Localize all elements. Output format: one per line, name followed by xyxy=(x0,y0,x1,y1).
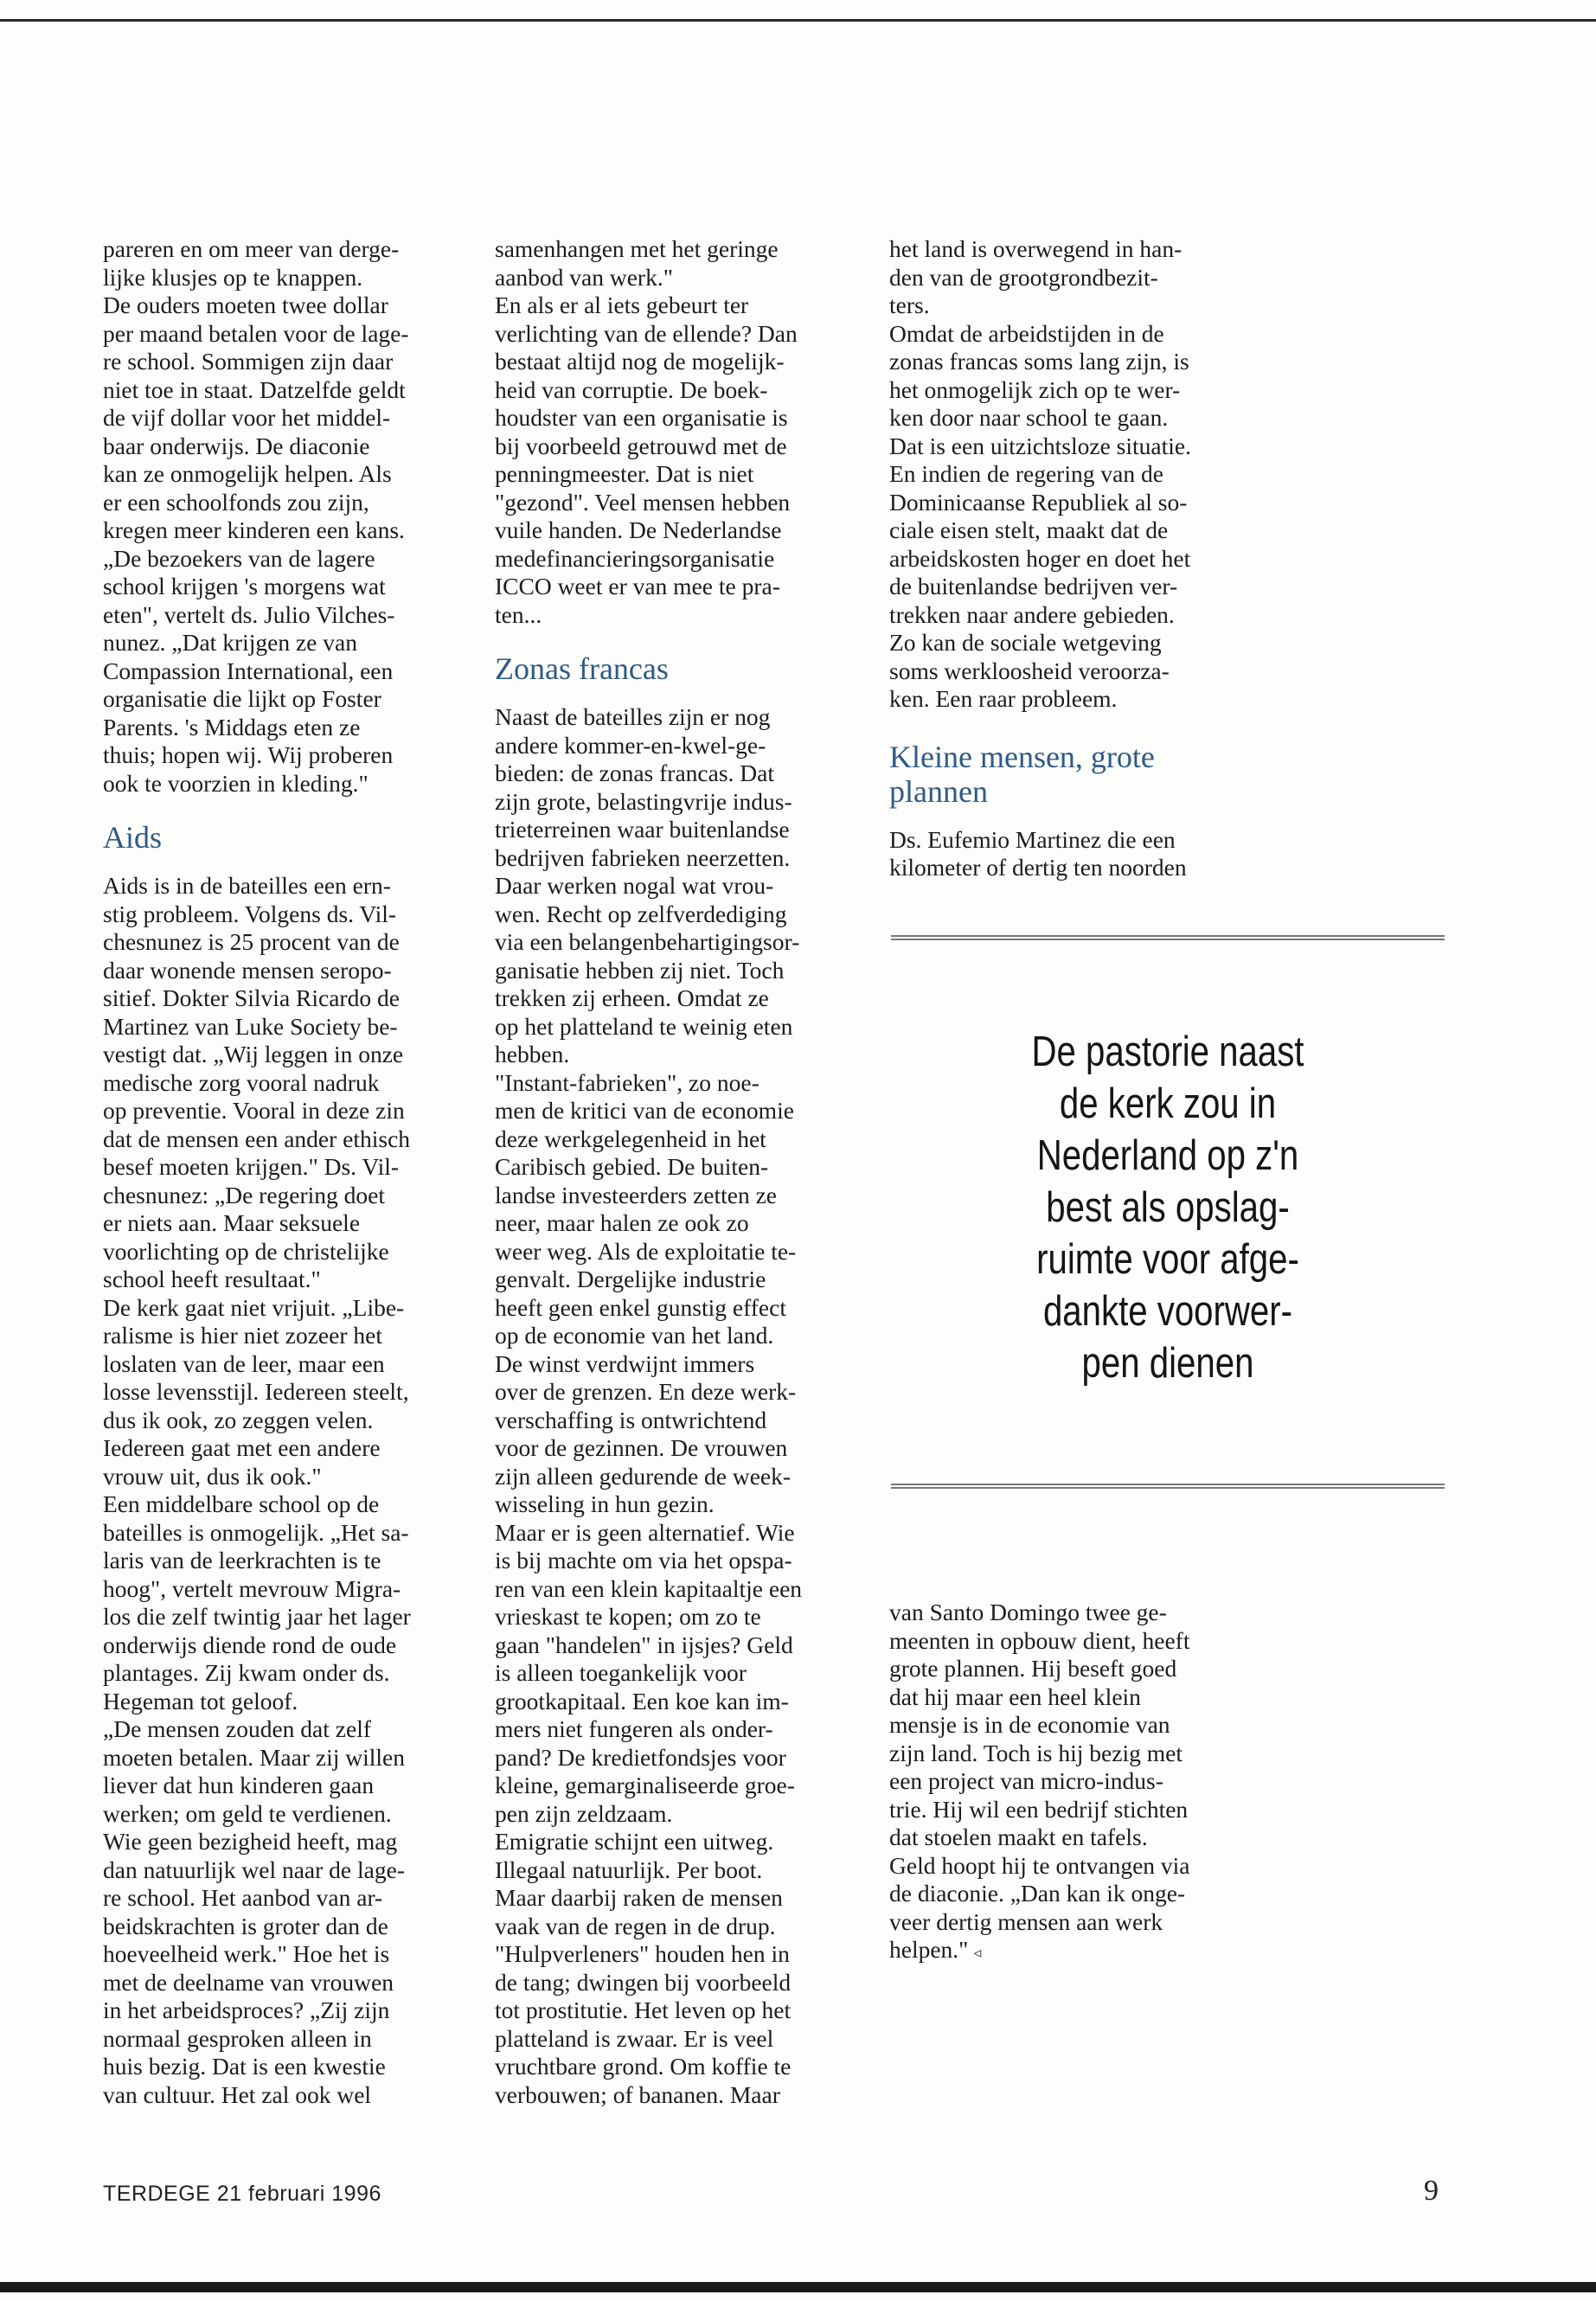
text-line: chesnunez is 25 procent van de xyxy=(103,928,400,955)
text-line: hoog", vertelt mevrouw Migra- xyxy=(103,1574,401,1602)
text-line: van cultuur. Het zal ook wel xyxy=(103,2080,372,2108)
text-line: zijn alleen gedurende de week- xyxy=(495,1462,792,1490)
text-line: helpen." xyxy=(889,1936,969,1963)
text-line: bateilles is onmogelijk. „Het sa- xyxy=(103,1518,409,1546)
text-line: wen. Recht op zelfverdediging xyxy=(495,900,787,927)
text-line: trie. Hij wil een bedrijf stichten xyxy=(889,1795,1189,1823)
subheading-kleine-mensen xyxy=(889,740,1261,809)
column-3-paragraph-3 xyxy=(889,1599,1261,1967)
text-line: de diaconie. „Dan kan ik onge- xyxy=(889,1880,1186,1907)
text-line: via een belangenbehartigingsor- xyxy=(495,928,800,955)
text-line: kleine, gemarginaliseerde groe- xyxy=(495,1772,795,1798)
text-line: vestigt dat. „Wij leggen in onze xyxy=(103,1041,404,1067)
text-line: „De mensen zouden dat zelf xyxy=(103,1715,371,1742)
text-line: Daar werken nogal wat vrou- xyxy=(495,872,774,899)
text-line: medefinancieringsorganisatie xyxy=(495,544,775,572)
text-line: meenten in opbouw dient, heeft xyxy=(889,1626,1190,1654)
text-line: pen dienen xyxy=(1081,1340,1254,1387)
text-line: hebben. xyxy=(495,1041,570,1067)
text-line: Caribisch gebied. De buiten- xyxy=(495,1153,769,1180)
text-line: Omdat de arbeidstijden in de xyxy=(889,319,1164,347)
text-line: veer dertig mensen aan werk xyxy=(889,1907,1163,1935)
text-line: andere kommer-en-kwel-ge- xyxy=(495,731,766,759)
text-line: voorlichting op de christelijke xyxy=(103,1237,389,1265)
text-line: ook te voorzien in kleding." xyxy=(103,769,369,797)
column-1-paragraph-1 xyxy=(103,235,475,798)
text-line: op het platteland te weinig eten xyxy=(495,1012,793,1040)
text-line: Illegaal natuurlijk. Per boot. xyxy=(495,1856,763,1883)
text-line: Nederland op z'n xyxy=(1036,1132,1299,1179)
text-line: Zo kan de sociale wetgeving xyxy=(889,629,1162,656)
text-line: ciale eisen stelt, maakt dat de xyxy=(889,516,1169,543)
text-line: „De bezoekers van de lagere xyxy=(103,544,375,572)
text-line: de tang; dwingen bij voorbeeld xyxy=(495,1968,792,1996)
subheading-kleine-line-1: Kleine mensen, grote xyxy=(889,739,1155,774)
subheading-zonas-francas: Zonas francas xyxy=(495,651,669,686)
text-line: bij voorbeeld getrouwd met de xyxy=(495,432,787,459)
column-2-paragraph-1 xyxy=(495,235,862,629)
text-line: een project van micro-indus- xyxy=(889,1767,1163,1794)
column-3-paragraph-2 xyxy=(889,826,1261,882)
text-line: trieterreinen waar buitenlandse xyxy=(495,816,790,843)
text-line: grote plannen. Hij beseft goed xyxy=(889,1655,1177,1682)
text-line: Iedereen gaat met een andere xyxy=(103,1434,381,1461)
text-line: Naast de bateilles zijn er nog xyxy=(495,703,771,730)
text-line: genvalt. Dergelijke industrie xyxy=(495,1266,766,1292)
text-line: heid van corruptie. De boek- xyxy=(495,375,768,403)
text-line: Ds. Eufemio Martinez die een xyxy=(889,825,1176,853)
text-line: ters. xyxy=(889,292,930,318)
text-line: neer, maar halen ze ook zo xyxy=(495,1209,749,1236)
text-line: Parents. 's Middags eten ze xyxy=(103,713,361,740)
text-line: vruchtbare grond. Om koffie te xyxy=(495,2053,792,2080)
text-line: "Instant-fabrieken", zo noe- xyxy=(495,1068,760,1096)
text-line: En indien de regering van de xyxy=(889,460,1163,487)
text-line: thuis; hopen wij. Wij proberen xyxy=(103,741,394,768)
text-line: aanbod van werk." xyxy=(495,263,673,291)
text-line: er een schoolfonds zou zijn, xyxy=(103,488,369,516)
text-line: De pastorie naast xyxy=(1031,1029,1304,1075)
end-of-article-icon: ◃ xyxy=(973,1944,982,1961)
text-line: Aids is in de bateilles een ern- xyxy=(103,872,391,899)
text-line: De ouders moeten twee dollar xyxy=(103,292,388,318)
text-line: ruimte voor afge- xyxy=(1036,1236,1299,1283)
text-line: op preventie. Vooral in deze zin xyxy=(103,1097,405,1124)
text-line: lijke klusjes op te knappen. xyxy=(103,263,363,291)
text-line: En als er al iets gebeurt ter xyxy=(495,292,749,318)
text-line: voor de gezinnen. De vrouwen xyxy=(495,1434,788,1461)
text-line: Een middelbare school op de xyxy=(103,1490,380,1517)
text-line: Maar er is geen alternatief. Wie xyxy=(495,1518,795,1546)
text-line: stig probleem. Volgens ds. Vil- xyxy=(103,900,397,927)
text-line: deze werkgelegenheid in het xyxy=(495,1125,766,1152)
text-line: zijn grote, belastingvrije indus- xyxy=(495,787,792,815)
text-line: de buitenlandse bedrijven ver- xyxy=(889,573,1178,599)
text-line: pareren en om meer van derge- xyxy=(103,235,400,262)
text-line: soms werkloosheid veroorza- xyxy=(889,657,1170,684)
text-line: ten... xyxy=(495,600,542,628)
page-number: 9 xyxy=(1424,2175,1439,2207)
text-line: "Hulpverleners" houden hen in xyxy=(495,1940,790,1967)
text-line: Dat is een uitzichtsloze situatie. xyxy=(889,432,1191,459)
text-line: over de grenzen. En deze werk- xyxy=(495,1378,797,1405)
text-line: school krijgen 's morgens wat xyxy=(103,573,386,599)
text-line: De winst verdwijnt immers xyxy=(495,1349,755,1377)
text-line: kilometer of dertig ten noorden xyxy=(889,854,1187,881)
text-line: bedrijven fabrieken neerzetten. xyxy=(495,843,791,871)
text-line: houdster van een organisatie is xyxy=(495,404,788,431)
text-line: organisatie die lijkt op Foster xyxy=(103,685,381,712)
text-line: mers niet fungeren als onder- xyxy=(495,1715,773,1742)
text-line: er niets aan. Maar seksuele xyxy=(103,1209,361,1236)
text-line: van Santo Domingo twee ge- xyxy=(889,1599,1167,1625)
text-line: werken; om geld te verdienen. xyxy=(103,1799,392,1827)
text-line: eten", vertelt ds. Julio Vilches- xyxy=(103,600,395,628)
text-line: de vijf dollar voor het middel- xyxy=(103,404,391,431)
text-line: dat de mensen een ander ethisch xyxy=(103,1125,411,1152)
text-line: verbouwen; of bananen. Maar xyxy=(495,2080,780,2108)
text-line: grootkapitaal. Een koe kan im- xyxy=(495,1687,789,1715)
text-line: Compassion International, een xyxy=(103,657,394,684)
text-line: landse investeerders zetten ze xyxy=(495,1181,778,1208)
text-line: vrouw uit, dus ik ook." xyxy=(103,1462,322,1490)
footer-publication: TERDEGE 21 februari 1996 xyxy=(103,2182,381,2206)
text-line: gaan "handelen" in ijsjes? Geld xyxy=(495,1631,793,1658)
text-line: medische zorg vooral nadruk xyxy=(103,1068,380,1096)
text-line: beidskrachten is groter dan de xyxy=(103,1912,388,1939)
text-line: is bij machte om via het opspa- xyxy=(495,1547,792,1574)
text-line: ICCO weet er van mee te pra- xyxy=(495,573,780,599)
subheading-kleine-line-2: plannen xyxy=(889,773,988,809)
text-line: liever dat hun kinderen gaan xyxy=(103,1772,375,1798)
text-line: best als opslag- xyxy=(1046,1184,1290,1231)
text-line: losse levensstijl. Iedereen steelt, xyxy=(103,1378,409,1405)
text-line: huis bezig. Dat is een kwestie xyxy=(103,2053,386,2080)
text-line: ren van een klein kapitaaltje een xyxy=(495,1574,803,1602)
column-1-paragraph-2 xyxy=(103,872,475,2109)
text-line: moeten betalen. Maar zij willen xyxy=(103,1743,405,1771)
text-line: verschaffing is ontwrichtend xyxy=(495,1406,767,1433)
text-line: het land is overwegend in han- xyxy=(889,235,1183,262)
text-line: onderwijs diende rond de oude xyxy=(103,1631,397,1658)
text-line: plantages. Zij kwam onder ds. xyxy=(103,1659,390,1686)
text-line: De kerk gaat niet vrijuit. „Libe- xyxy=(103,1293,405,1321)
text-line: Maar daarbij raken de mensen xyxy=(495,1884,783,1911)
text-line: vuile handen. De Nederlandse xyxy=(495,516,782,543)
text-line: niet toe in staat. Datzelfde geldt xyxy=(103,375,406,403)
text-line: hoeveelheid werk." Hoe het is xyxy=(103,1940,390,1967)
text-line: in het arbeidsproces? „Zij zijn xyxy=(103,1997,390,2023)
text-line: nunez. „Dat krijgen ze van xyxy=(103,629,357,656)
text-line: bestaat altijd nog de mogelijk- xyxy=(495,348,785,375)
text-line: mensje is in de economie van xyxy=(889,1711,1170,1738)
text-line: het onmogelijk zich op te wer- xyxy=(889,375,1181,403)
text-line: re school. Sommigen zijn daar xyxy=(103,348,394,375)
pull-quote xyxy=(941,1026,1395,1389)
text-line: Emigratie schijnt een uitweg. xyxy=(495,1828,774,1855)
text-line: met de deelname van vrouwen xyxy=(103,1968,394,1996)
column-2 xyxy=(495,235,862,2109)
text-line: dankte voorwer- xyxy=(1042,1288,1293,1335)
text-line: trekken naar andere gebieden. xyxy=(889,600,1175,628)
text-line: is alleen toegankelijk voor xyxy=(495,1659,747,1686)
text-line: dan natuurlijk wel naar de lage- xyxy=(103,1856,405,1883)
column-3-paragraph-1 xyxy=(889,235,1261,714)
text-line: ken door naar school te gaan. xyxy=(889,404,1169,431)
text-line: "gezond". Veel mensen hebben xyxy=(495,488,791,516)
text-line: Dominicaanse Republiek al so- xyxy=(889,488,1188,516)
text-line: Martinez van Luke Society be- xyxy=(103,1012,398,1040)
top-rule xyxy=(0,19,1596,22)
text-line: Hegeman tot geloof. xyxy=(103,1687,298,1715)
text-line: sitief. Dokter Silvia Ricardo de xyxy=(103,984,400,1011)
column-2-paragraph-2 xyxy=(495,703,862,2109)
text-line: ralisme is hier niet zozeer het xyxy=(103,1322,382,1349)
text-line: pand? De kredietfondsjes voor xyxy=(495,1743,786,1771)
text-line: dat hij maar een heel klein xyxy=(889,1682,1141,1710)
text-line: laris van de leerkrachten is te xyxy=(103,1547,381,1574)
text-line: weer weg. Als de exploitatie te- xyxy=(495,1237,797,1265)
text-line: per maand betalen voor de lage- xyxy=(103,319,409,347)
pull-quote-bottom-rule xyxy=(891,1484,1445,1489)
text-line: platteland is zwaar. Er is veel xyxy=(495,2024,774,2052)
text-line: kregen meer kinderen een kans. xyxy=(103,516,405,543)
text-line: school heeft resultaat." xyxy=(103,1266,321,1292)
text-line: re school. Het aanbod van ar- xyxy=(103,1884,383,1911)
text-line: arbeidskosten hoger en doet het xyxy=(889,544,1191,572)
text-line: normaal gesproken alleen in xyxy=(103,2024,372,2052)
text-line: men de kritici van de economie xyxy=(495,1097,794,1124)
text-line: wisseling in hun gezin. xyxy=(495,1490,715,1517)
text-line: vrieskast te kopen; om zo te xyxy=(495,1603,761,1630)
text-line: zonas francas soms lang zijn, is xyxy=(889,348,1189,375)
text-line: dus ik ook, zo zeggen velen. xyxy=(103,1406,374,1433)
text-line: Geld hoopt hij te ontvangen via xyxy=(889,1851,1190,1879)
text-line: vaak van de regen in de drup. xyxy=(495,1912,776,1939)
subheading-aids: Aids xyxy=(103,820,163,855)
text-line: ganisatie hebben zij niet. Toch xyxy=(495,956,785,984)
text-line: dat stoelen maakt en tafels. xyxy=(889,1823,1148,1850)
text-line: heeft geen enkel gunstig effect xyxy=(495,1293,786,1321)
text-line: verlichting van de ellende? Dan xyxy=(495,319,798,347)
text-line: bieden: de zonas francas. Dat xyxy=(495,760,774,786)
text-line: de kerk zou in xyxy=(1059,1080,1277,1127)
text-line: besef moeten krijgen." Ds. Vil- xyxy=(103,1153,400,1180)
text-line: Wie geen bezigheid heeft, mag xyxy=(103,1828,398,1855)
text-line: ken. Een raar probleem. xyxy=(889,685,1118,712)
text-line: baar onderwijs. De diaconie xyxy=(103,432,370,459)
column-1 xyxy=(103,235,475,2109)
pull-quote-top-rule xyxy=(891,935,1445,940)
text-line: los die zelf twintig jaar het lager xyxy=(103,1603,411,1630)
column-3 xyxy=(889,235,1261,882)
bottom-rule xyxy=(0,2282,1596,2292)
text-line: loslaten van de leer, maar een xyxy=(103,1349,385,1377)
text-line: den van de grootgrondbezit- xyxy=(889,263,1158,291)
text-line: tot prostitutie. Het leven op het xyxy=(495,1997,792,2023)
text-line: samenhangen met het geringe xyxy=(495,235,779,262)
text-line: trekken zij erheen. Omdat ze xyxy=(495,984,769,1011)
text-line: zijn land. Toch is hij bezig met xyxy=(889,1739,1183,1766)
text-line: op de economie van het land. xyxy=(495,1322,774,1349)
pull-quote-box xyxy=(891,935,1445,1489)
text-line: kan ze onmogelijk helpen. Als xyxy=(103,460,392,487)
text-line: penningmeester. Dat is niet xyxy=(495,460,754,487)
text-line: daar wonende mensen seropo- xyxy=(103,956,392,984)
text-line: chesnunez: „De regering doet xyxy=(103,1181,386,1208)
column-3-continued xyxy=(889,1599,1261,1967)
text-line: pen zijn zeldzaam. xyxy=(495,1799,673,1827)
